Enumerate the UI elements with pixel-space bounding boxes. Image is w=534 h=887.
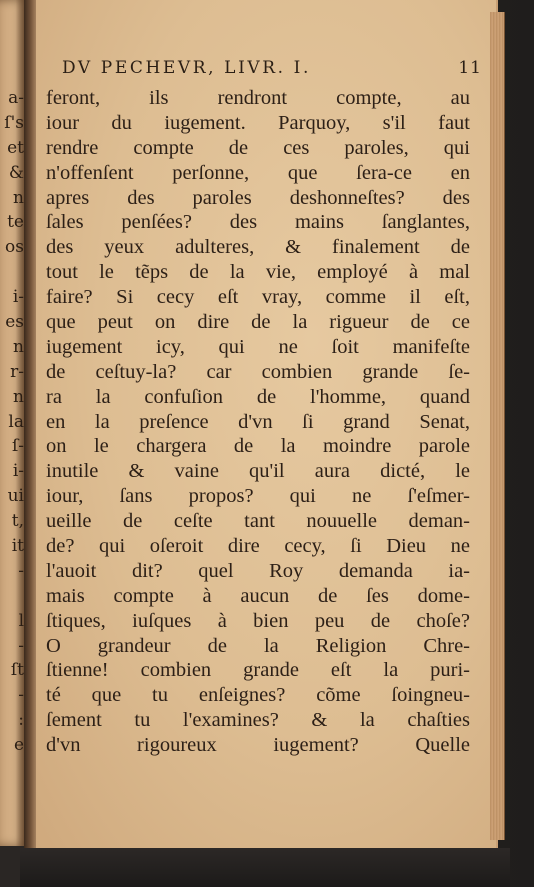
text-line: rendre compte de ces paroles, qui xyxy=(46,136,470,159)
text-line: ueille de ceſte tant nouuelle deman- xyxy=(46,510,470,533)
text-line: d'vn rigoureux iugement? Quelle xyxy=(46,734,470,757)
running-head xyxy=(62,58,482,78)
text-line: feront, ils rendront compte, au xyxy=(46,87,470,109)
facing-page-fragment: : xyxy=(18,710,24,731)
running-head-title: DV PECHEVR, LIVR. I. xyxy=(62,58,311,78)
page-block-edge xyxy=(490,12,505,840)
facing-page-fragment: r- xyxy=(10,361,24,382)
facing-page-edge xyxy=(0,0,26,846)
text-line: O grandeur de la Religion Chre- xyxy=(46,634,470,657)
page-body-text xyxy=(46,86,470,758)
text-line: des yeux adulteres, & finalement de xyxy=(46,236,470,259)
text-line: iour du iugement. Parquoy, s'il faut xyxy=(46,111,470,134)
text-line: de ceſtuy-la? car combien grande ſe- xyxy=(46,360,470,383)
page-number: 11 xyxy=(458,58,482,78)
text-line: mais compte à aucun de ſes dome- xyxy=(46,584,470,607)
facing-page-fragment: l xyxy=(18,610,24,631)
text-line: l'auoit dit? quel Roy demanda ia- xyxy=(46,559,470,582)
text-line: té que tu enſeignes? cõme ſoingneu- xyxy=(46,684,470,707)
background-surface xyxy=(20,848,510,887)
facing-page-fragment: n xyxy=(13,336,24,357)
text-line: ſtiques, iuſques à bien peu de choſe? xyxy=(46,609,470,632)
text-line: de? qui oſeroit dire cecy, ſi Dieu ne xyxy=(46,535,470,558)
facing-page-text-fragments xyxy=(0,86,26,758)
facing-page-fragment: - xyxy=(18,685,24,706)
facing-page-fragment: & xyxy=(8,162,24,183)
text-line: tout le tẽps de la vie, employé à mal xyxy=(46,261,470,284)
text-line: ſement tu l'examines? & la chaſties xyxy=(46,709,470,732)
text-line: iour, ſans propos? qui ne ſ'eſmer- xyxy=(46,485,470,508)
facing-page-fragment: a- xyxy=(8,88,24,108)
facing-page-fragment xyxy=(0,584,26,609)
facing-page-fragment: i- xyxy=(12,287,24,308)
facing-page-fragment: te xyxy=(7,212,24,233)
facing-page-fragment: ſt xyxy=(10,660,24,681)
text-line: ra la confuſion de l'homme, quand xyxy=(46,385,470,408)
text-line: iugement icy, qui ne ſoit manifeſte xyxy=(46,335,470,358)
facing-page-fragment: i- xyxy=(12,461,24,482)
facing-page-fragment: t, xyxy=(11,511,24,532)
text-line: apres des paroles deshonneſtes? des xyxy=(46,186,470,209)
facing-page-fragment: os xyxy=(5,237,24,258)
text-line: faire? Si cecy eſt vray, comme il eſt, xyxy=(46,286,470,309)
facing-page-fragment xyxy=(0,260,26,285)
facing-page-fragment: - xyxy=(18,560,24,581)
text-line: on le chargera de la moindre parole xyxy=(46,435,470,458)
facing-page-fragment: - xyxy=(18,635,24,656)
facing-page-fragment: ſ- xyxy=(11,436,24,457)
text-line: en la preſence d'vn ſi grand Senat, xyxy=(46,410,470,433)
facing-page-fragment: it xyxy=(11,536,24,557)
facing-page-fragment: n xyxy=(13,187,24,208)
text-line: n'offenſent perſonne, que ſera-ce en xyxy=(46,161,470,184)
text-line: ſales penſées? des mains ſanglantes, xyxy=(46,211,470,234)
text-line: ſtienne! combien grande eſt la puri- xyxy=(46,659,470,682)
text-line: que peut on dire de la rigueur de ce xyxy=(46,311,470,334)
text-line: inutile & vaine qu'il aura dicté, le xyxy=(46,460,470,483)
facing-page-fragment: ſ's xyxy=(4,112,24,133)
facing-page-fragment: es xyxy=(5,312,24,333)
facing-page-fragment: la xyxy=(8,411,24,432)
facing-page-fragment: e xyxy=(13,735,24,756)
facing-page-fragment: ui xyxy=(7,486,24,507)
facing-page-fragment: n xyxy=(13,386,24,407)
facing-page-fragment: et xyxy=(7,137,24,158)
